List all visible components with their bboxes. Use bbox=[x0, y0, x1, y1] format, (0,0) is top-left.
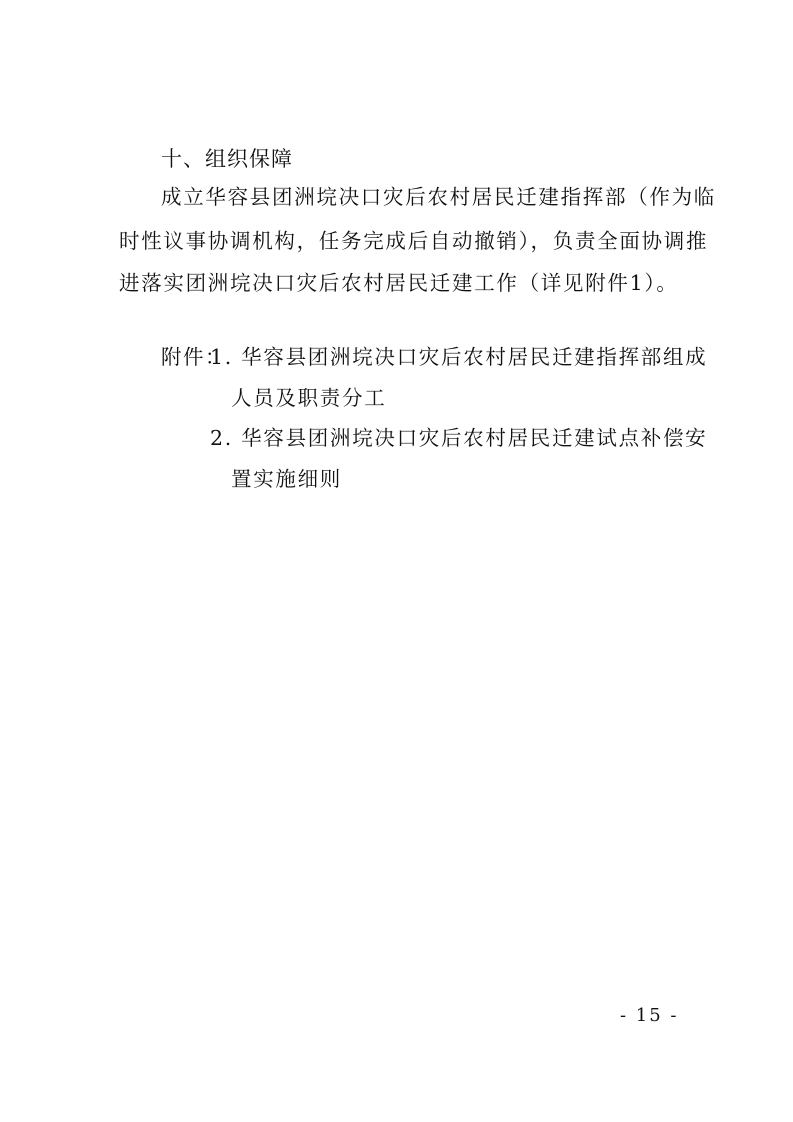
attachment-2-line-2: 置实施细则 bbox=[231, 467, 342, 491]
paragraph-line-2: 时性议事协调机构，任务完成后自动撤销），负责全面协调推 bbox=[119, 229, 709, 253]
attachment-2-line-1: 2. 华容县团洲垸决口灾后农村居民迁建试点补偿安 bbox=[210, 426, 708, 450]
attachment-1-line-2: 人员及职责分工 bbox=[231, 386, 387, 410]
section-heading: 十、组织保障 bbox=[161, 147, 293, 171]
paragraph-line-1: 成立华容县团洲垸决口灾后农村居民迁建指挥部（作为临 bbox=[161, 185, 716, 209]
paragraph-line-3: 进落实团洲垸决口灾后农村居民迁建工作（详见附件1）。 bbox=[119, 271, 679, 295]
attachment-1-line-1: 1. 华容县团洲垸决口灾后农村居民迁建指挥部组成 bbox=[210, 345, 708, 369]
page-number: - 15 - bbox=[620, 1005, 679, 1026]
attachments-label: 附件： bbox=[161, 345, 227, 369]
